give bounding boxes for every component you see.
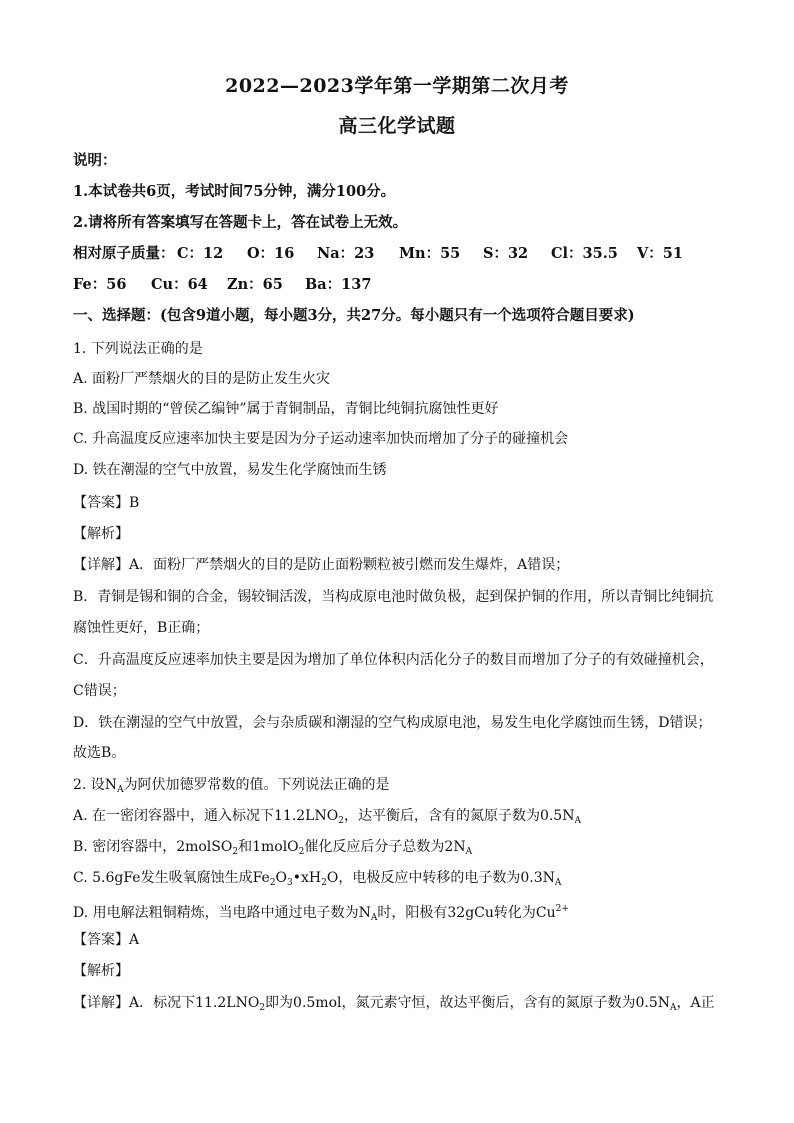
subscript: 2 <box>232 847 239 857</box>
atomic-masses-row-2 <box>73 276 723 294</box>
subscript: 2 <box>338 816 344 826</box>
q1-stem: 1. 下列说法正确的是 <box>73 341 203 357</box>
q2-detail-a <box>73 994 723 1017</box>
text: •xH <box>292 870 322 886</box>
subscript: A <box>670 1003 677 1013</box>
atomic-masses-row-1 <box>73 245 723 263</box>
subscript: 3 <box>287 878 293 888</box>
q2-option-b <box>73 838 723 861</box>
section-heading: 一、选择题：(包含9道小题，每小题3分，共27分。每小题只有一个选项符合题目要求) <box>73 307 635 324</box>
subscript: A <box>370 913 378 923</box>
subscript: 2 <box>269 878 276 888</box>
atomic-mass: V：51 <box>637 245 683 262</box>
text: O <box>275 870 288 886</box>
atomic-mass: O：16 <box>247 245 295 262</box>
q2-answer <box>73 931 723 949</box>
atomic-mass: Fe：56 <box>73 276 127 293</box>
text: ，达平衡后，含有的氮原子数为0.5N <box>343 808 575 824</box>
q1-detail-d: D．铁在潮湿的空气中放置，会与杂质碳和潮湿的空气构成原电池，易发生电化学腐蚀而生锈，D错误； <box>73 715 712 731</box>
text: A．标况下11.2LNO <box>129 995 260 1011</box>
text: B. 密闭容器中，2molSO <box>73 839 233 855</box>
atomic-mass: Cu：64 <box>151 276 208 293</box>
answer-value: B <box>129 495 140 511</box>
atomic-mass: S：32 <box>483 245 529 262</box>
detail-tag: 【详解】 <box>73 995 129 1011</box>
q2-option-a <box>73 807 723 830</box>
text: 催化反应后分子总数为2N <box>304 839 466 855</box>
text: 和1molO <box>238 839 299 855</box>
q1-option-b: B. 战国时期的“曾侯乙编钟”属于青铜制品，青铜比纯铜抗腐蚀性更好 <box>73 401 499 417</box>
text: ，A正 <box>676 995 715 1011</box>
atomic-mass: C：12 <box>177 245 224 262</box>
superscript: 2+ <box>555 904 569 914</box>
atomic-mass: Ba：137 <box>305 276 372 293</box>
detail-tag: 【详解】 <box>73 557 129 573</box>
subscript: A <box>554 878 562 888</box>
text: 时，阳极有32gCu转化为Cu <box>377 905 556 921</box>
atomic-mass: Zn：65 <box>227 276 283 293</box>
atomic-mass: Cl：35.5 <box>551 245 618 262</box>
subscript: 2 <box>321 878 327 888</box>
subscript: 2 <box>298 847 305 857</box>
notes-item-2: 2.请将所有答案填写在答题卡上，答在试卷上无效。 <box>73 214 408 231</box>
subscript: 2 <box>259 1003 266 1013</box>
q1-detail-c-cont: C错误； <box>73 683 126 699</box>
q1-answer <box>73 494 723 512</box>
q2-option-c <box>73 869 723 892</box>
text: A. 在一密闭容器中，通入标况下11.2LNO <box>73 808 339 824</box>
answer-tag: 【答案】 <box>73 495 129 511</box>
exam-subtitle: 高三化学试题 <box>338 115 456 137</box>
q2-stem <box>73 776 723 799</box>
text: 即为0.5mol，氮元素守恒，故达平衡后，含有的氮原子数为0.5N <box>265 995 671 1011</box>
q2-option-d <box>73 900 723 927</box>
q1-detail-a <box>73 556 723 574</box>
q1-detail-b: B．青铜是锡和铜的合金，锡较铜活泼，当构成原电池时做负极，起到保护铜的作用，所以青铜比纯铜抗 <box>73 589 714 605</box>
text: O，电极反应中转移的电子数为0.3N <box>326 870 555 886</box>
notes-label: 说明： <box>73 152 117 169</box>
answer-value: A <box>129 932 140 948</box>
q1-detail-c: C．升高温度反应速率加快主要是因为增加了单位体积内活化分子的数目而增加了分子的有效碰撞机会， <box>73 652 714 668</box>
detail-text: A．面粉厂严禁烟火的目的是防止面粉颗粒被引燃而发生爆炸，A错误； <box>129 557 570 573</box>
exam-title: 2022—2023学年第一学期第二次月考 <box>225 75 569 97</box>
q1-option-c: C. 升高温度反应速率加快主要是因为分子运动速率加快而增加了分子的碰撞机会 <box>73 431 569 447</box>
q2-analysis-tag: 【解析】 <box>73 963 129 979</box>
q1-conclusion: 故选B。 <box>73 745 126 761</box>
text: C. 5.6gFe发生吸氧腐蚀生成Fe <box>73 870 270 886</box>
atomic-mass: Na：23 <box>317 245 375 262</box>
q1-analysis-tag: 【解析】 <box>73 526 129 542</box>
text: D. 用电解法粗铜精炼，当电路中通过电子数为N <box>73 905 371 921</box>
subscript: A <box>117 785 124 795</box>
subscript: A <box>465 847 473 857</box>
q1-option-a: A. 面粉厂严禁烟火的目的是防止发生火灾 <box>73 371 331 387</box>
text: 2. 设N <box>73 777 118 793</box>
q1-detail-b-cont: 腐蚀性更好，B正确； <box>73 620 210 636</box>
notes-item-1: 1.本试卷共6页，考试时间75分钟，满分100分。 <box>73 183 396 200</box>
subscript: A <box>574 816 581 826</box>
answer-tag: 【答案】 <box>73 932 129 948</box>
text: 为阿伏加德罗常数的值。下列说法正确的是 <box>123 777 390 793</box>
atomic-label: 相对原子质量： <box>73 245 175 262</box>
atomic-mass: Mn：55 <box>399 245 461 262</box>
q1-option-d: D. 铁在潮湿的空气中放置，易发生化学腐蚀而生锈 <box>73 462 387 478</box>
